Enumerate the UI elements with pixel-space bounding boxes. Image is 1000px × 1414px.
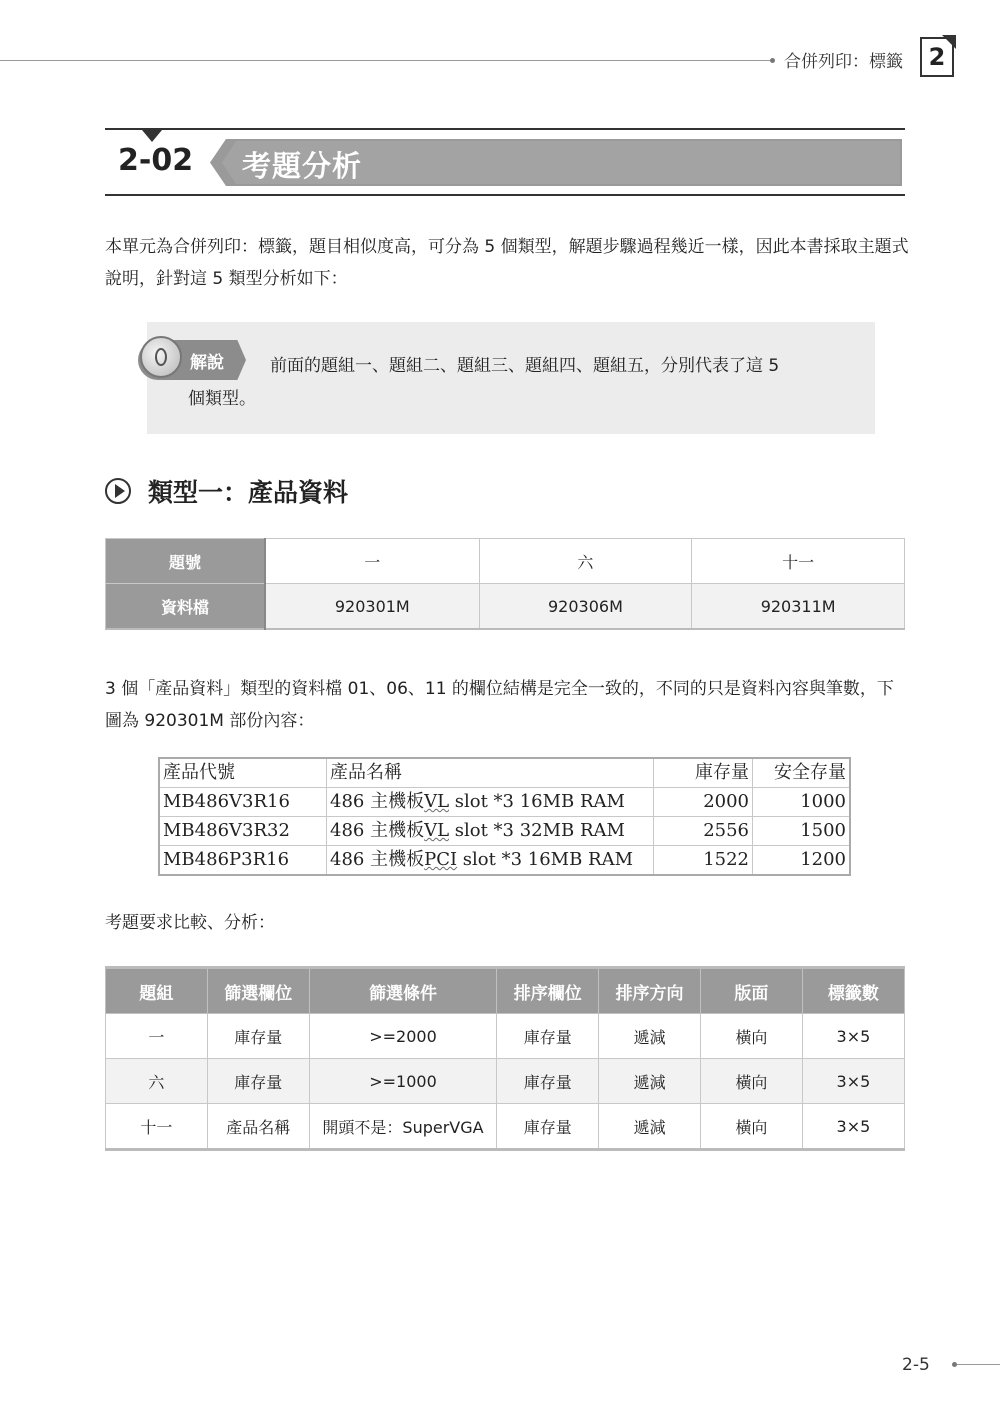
sheet-cell: 1200 [753, 846, 851, 876]
sheet-cell [327, 846, 654, 876]
table-cell: 遞減 [599, 1014, 701, 1059]
sheet-header-cell: 產品代號 [159, 758, 327, 788]
header-rule [0, 60, 770, 61]
chapter-title: 合併列印：標籤 [784, 52, 903, 72]
table-cell: 920301M [265, 584, 479, 630]
sheet-header-cell: 產品名稱 [327, 758, 654, 788]
sheet-header-cell: 庫存量 [654, 758, 753, 788]
table-cell: 庫存量 [497, 1059, 599, 1104]
column-header: 標籤數 [802, 968, 904, 1014]
table-cell: 3×5 [802, 1104, 904, 1150]
table-cell: 橫向 [701, 1104, 803, 1150]
table-cell: 庫存量 [497, 1014, 599, 1059]
note-label: 解說 [190, 353, 224, 373]
sheet-cell [327, 788, 654, 817]
sheet-header-cell: 安全存量 [753, 758, 851, 788]
subsection-title: 類型一：產品資料 [148, 478, 349, 507]
row-header: 題號 [106, 539, 266, 584]
table-cell: 920311M [692, 584, 905, 630]
table-cell: 六 [106, 1059, 208, 1104]
sheet-row [159, 788, 850, 817]
table-row [106, 539, 905, 584]
column-header: 篩選欄位 [207, 968, 309, 1014]
table-cell: 十一 [106, 1104, 208, 1150]
sheet-cell: MB486P3R16 [159, 846, 327, 876]
table-cell: 3×5 [802, 1014, 904, 1059]
table-row [106, 1014, 905, 1059]
megaphone-icon-inner [155, 348, 167, 366]
sheet-cell-part: 486 主機板 [330, 791, 425, 812]
play-triangle-icon [115, 484, 125, 498]
table-cell: 產品名稱 [207, 1104, 309, 1150]
sheet-cell: 1500 [753, 817, 851, 846]
table-cell: 一 [265, 539, 479, 584]
sheet-cell-part: slot *3 16MB RAM [457, 849, 634, 870]
sheet-cell: 1000 [753, 788, 851, 817]
row-header: 資料檔 [106, 584, 266, 630]
table-row [106, 584, 905, 630]
table-cell: 庫存量 [497, 1104, 599, 1150]
table-cell: 3×5 [802, 1059, 904, 1104]
sheet-cell: 2000 [654, 788, 753, 817]
sheet-cell-part: slot *3 16MB RAM [449, 791, 625, 812]
sheet-header-row [159, 758, 850, 788]
note-text-line1: 前面的題組一、題組二、題組三、題組四、題組五，分別代表了這 5 [270, 356, 780, 376]
note-text-line2: 個類型。 [188, 389, 256, 409]
table-cell: 920306M [479, 584, 692, 630]
analysis-table [105, 966, 905, 1151]
table-cell: 橫向 [701, 1014, 803, 1059]
sheet-cell [327, 817, 654, 846]
data-sheet [158, 757, 851, 876]
table-cell: 庫存量 [207, 1059, 309, 1104]
table-cell: 遞減 [599, 1059, 701, 1104]
column-header: 版面 [701, 968, 803, 1014]
sheet-cell-part: PCI [424, 849, 458, 870]
section-number: 2-02 [118, 143, 194, 178]
column-header: 篩選條件 [309, 968, 497, 1014]
note-box [147, 322, 875, 434]
table-cell: 開頭不是：SuperVGA [309, 1104, 497, 1150]
intro-paragraph: 本單元為合併列印：標籤，題目相似度高，可分為 5 個類型，解題步驟過程幾近一樣，因此本書採取主題式說明，針對這 5 類型分析如下： [105, 237, 909, 289]
sheet-cell-part: VL [424, 820, 450, 841]
footer-rule [957, 1364, 1000, 1365]
section-rule-bottom [105, 194, 905, 196]
sheet-row [159, 846, 850, 876]
column-header: 排序方向 [599, 968, 701, 1014]
chapter-number-box: 2 [920, 37, 954, 77]
sheet-row [159, 817, 850, 846]
table-row [106, 1059, 905, 1104]
table-cell: >=1000 [309, 1059, 497, 1104]
page-number: 2-5 [902, 1355, 930, 1375]
column-header: 排序欄位 [497, 968, 599, 1014]
table-cell: 六 [479, 539, 692, 584]
compare-caption: 考題要求比較、分析： [105, 913, 275, 933]
sheet-cell-part: slot *3 32MB RAM [449, 820, 625, 841]
sheet-cell-part: 486 主機板 [330, 849, 425, 870]
sheet-cell: MB486V3R16 [159, 788, 327, 817]
table-cell: 十一 [692, 539, 905, 584]
type-table [105, 538, 905, 630]
chapter-corner-icon [942, 35, 956, 49]
table-cell: 一 [106, 1014, 208, 1059]
table-cell: 遞減 [599, 1104, 701, 1150]
sheet-cell: 2556 [654, 817, 753, 846]
table-row [106, 1104, 905, 1150]
section-rule-top [105, 128, 905, 130]
table-cell: >=2000 [309, 1014, 497, 1059]
sheet-cell: 1522 [654, 846, 753, 876]
table-header-row [106, 968, 905, 1014]
sheet-cell: MB486V3R32 [159, 817, 327, 846]
description-paragraph: 3 個「產品資料」類型的資料檔 01、06、11 的欄位結構是完全一致的，不同的只是資料內容與筆數，下圖為 920301M 部份內容： [105, 679, 894, 731]
table-cell: 庫存量 [207, 1014, 309, 1059]
table-cell: 橫向 [701, 1059, 803, 1104]
section-notch-icon [142, 130, 162, 142]
header-dot [770, 58, 775, 63]
column-header: 題組 [106, 968, 208, 1014]
sheet-cell-part: 486 主機板 [330, 820, 425, 841]
sheet-cell-part: VL [424, 791, 450, 812]
section-title: 考題分析 [242, 149, 363, 183]
